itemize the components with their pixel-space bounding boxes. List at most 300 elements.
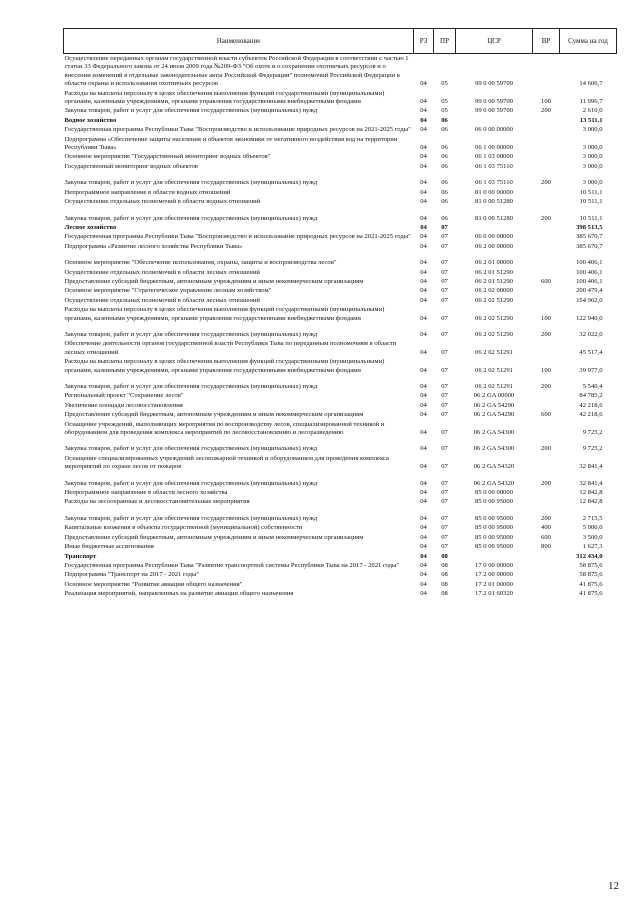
page-number: 12 — [608, 880, 619, 892]
table-row — [64, 232, 617, 241]
row-csr: 06 2 GA 00000 — [473, 392, 515, 400]
table-row — [64, 339, 617, 357]
row-csr — [456, 223, 533, 232]
budget-table — [63, 28, 617, 599]
row-pr: 07 — [441, 287, 448, 295]
row-vr: 200 — [541, 330, 551, 338]
table-row — [64, 497, 617, 506]
row-rz: 04 — [420, 107, 427, 115]
row-pr: 07 — [441, 277, 448, 285]
row-pr: 08 — [441, 561, 448, 569]
row-name: Осуществление отдельных полномочий в области водных отношений — [64, 198, 261, 206]
row-sum: 3 000,0 — [582, 126, 603, 134]
row-pr: 07 — [441, 259, 448, 267]
row-csr: 17 2 01 00000 — [475, 580, 513, 588]
row-csr: 06 2 01 51290 — [475, 277, 513, 285]
table-header-row — [64, 29, 617, 54]
table-row — [64, 54, 617, 89]
row-vr: 100 — [541, 366, 551, 374]
row-sum: 5 000,0 — [582, 524, 603, 532]
row-vr — [533, 286, 560, 295]
row-sum: 11 996,7 — [579, 98, 603, 106]
row-sum: 2 610,0 — [582, 107, 603, 115]
row-name: Закупка товаров, работ и услуг для обеспечения государственных (муниципальных) нужд — [64, 479, 318, 487]
row-vr — [533, 152, 560, 161]
row-sum: 3 000,0 — [582, 162, 603, 170]
row-sum: 42 218,6 — [579, 401, 603, 409]
row-sum: 3 500,0 — [582, 533, 603, 541]
row-vr: 400 — [541, 524, 551, 532]
row-csr — [456, 552, 533, 561]
row-sum: 5 540,4 — [582, 383, 603, 390]
row-sum: 10 511,1 — [579, 198, 603, 206]
row-name: Иные бюджетные ассигнования — [64, 543, 154, 551]
row-sum: 10 511,1 — [579, 214, 603, 222]
row-sum: 32 022,0 — [579, 330, 603, 338]
row-pr: 05 — [441, 80, 448, 88]
row-name: Закупка товаров, работ и услуг для обеспечения государственных (муниципальных) нужд — [64, 107, 318, 115]
row-pr: 07 — [441, 401, 448, 409]
row-vr: 100 — [541, 314, 551, 322]
row-csr: 99 0 00 59700 — [475, 80, 513, 88]
row-pr: 08 — [441, 580, 448, 588]
row-vr: 600 — [541, 277, 551, 285]
table-row — [64, 507, 617, 523]
table-row — [64, 437, 617, 453]
row-rz: 04 — [420, 401, 427, 409]
table-row — [64, 305, 617, 323]
row-sum: 58 875,6 — [579, 561, 603, 569]
row-rz: 04 — [420, 489, 427, 497]
row-rz: 04 — [420, 98, 427, 106]
table-row — [64, 89, 617, 107]
row-vr — [533, 296, 560, 305]
row-rz: 04 — [420, 268, 427, 276]
row-pr: 06 — [441, 214, 448, 222]
table-row — [64, 323, 617, 339]
row-pr: 06 — [441, 162, 448, 170]
row-vr — [533, 561, 560, 570]
table-row — [64, 268, 617, 277]
row-csr: 06 2 GA 54300 — [473, 445, 515, 453]
row-rz: 04 — [420, 223, 427, 231]
row-name: Непрограммное направление в области лесного хозяйства — [64, 489, 228, 497]
row-csr: 85 0 00 95000 — [475, 524, 513, 532]
row-vr — [533, 162, 560, 171]
row-vr: 600 — [541, 533, 551, 541]
row-pr: 06 — [441, 153, 448, 161]
table-row — [64, 454, 617, 472]
row-name: Расходы на выплаты персоналу в целях обеспечения выполнения функций государственными (муниципальными) органами, казенными учреждениями, органами управления государственными внебюджетными фондами — [64, 306, 385, 322]
row-sum: 3 000,0 — [582, 144, 603, 152]
row-vr — [533, 125, 560, 134]
row-vr — [533, 116, 560, 125]
row-sum: 84 785,2 — [579, 392, 603, 400]
row-vr: 200 — [541, 383, 551, 390]
row-rz: 04 — [420, 80, 427, 88]
row-sum: 10 511,1 — [579, 188, 603, 196]
row-pr: 07 — [441, 233, 448, 241]
row-rz: 04 — [420, 162, 427, 170]
row-sum: 12 842,8 — [579, 498, 603, 506]
row-pr: 07 — [441, 429, 448, 437]
row-csr: 06 2 02 51290 — [475, 296, 513, 304]
table-row — [64, 410, 617, 419]
row-rz: 04 — [420, 259, 427, 267]
row-sum: 100 406,1 — [576, 268, 603, 276]
row-name: Закупка товаров, работ и услуг для обеспечения государственных (муниципальных) нужд — [64, 514, 318, 522]
row-rz: 04 — [420, 188, 427, 196]
row-csr: 85 0 00 95000 — [475, 514, 513, 522]
row-pr: 07 — [441, 543, 448, 551]
row-name: Осуществление отдельных полномочий в области лесных отношений — [64, 268, 260, 276]
table-row — [64, 523, 617, 532]
row-rz: 04 — [420, 463, 427, 471]
row-rz: 04 — [420, 533, 427, 541]
table-row — [64, 472, 617, 488]
row-csr: 06 1 00 00000 — [475, 144, 513, 152]
row-csr: 06 1 03 75110 — [475, 179, 513, 187]
table-row — [64, 125, 617, 134]
row-csr: 06 1 03 75110 — [475, 162, 513, 170]
header-name: Наименование — [64, 29, 414, 54]
row-rz: 04 — [420, 314, 427, 322]
row-sum: 39 977,0 — [579, 366, 603, 374]
row-rz: 04 — [420, 383, 427, 390]
row-rz: 04 — [420, 590, 427, 598]
row-vr — [533, 552, 560, 561]
row-pr: 08 — [441, 590, 448, 598]
row-sum: 41 875,6 — [579, 590, 603, 598]
row-csr: 06 0 00 00000 — [475, 233, 513, 241]
table-row — [64, 135, 617, 153]
row-rz: 04 — [420, 524, 427, 532]
table-row — [64, 552, 617, 561]
table-row — [64, 188, 617, 197]
row-csr: 99 0 00 59700 — [475, 107, 513, 115]
row-csr: 17 0 00 00000 — [475, 561, 513, 569]
row-name: Подпрограмма «Развитие лесного хозяйства Республики Тыва» — [64, 242, 243, 250]
row-sum: 42 218,6 — [579, 411, 603, 419]
row-vr: 800 — [541, 543, 551, 551]
row-csr: 06 2 02 51291 — [475, 383, 513, 390]
document-page — [63, 28, 616, 599]
row-name: Закупка товаров, работ и услуг для обеспечения государственных (муниципальных) нужд — [64, 383, 318, 390]
row-sum: 385 670,7 — [576, 242, 603, 250]
row-csr: 99 0 00 59700 — [475, 98, 513, 106]
row-rz: 04 — [420, 179, 427, 187]
row-name: Закупка товаров, работ и услуг для обеспечения государственных (муниципальных) нужд — [64, 214, 318, 222]
row-vr — [533, 580, 560, 589]
row-vr — [533, 251, 560, 267]
row-name: Государственный мониторинг водных объектов — [64, 162, 198, 170]
row-csr: 85 0 00 95000 — [475, 533, 513, 541]
row-sum: 100 406,1 — [576, 277, 603, 285]
row-pr: 06 — [441, 126, 448, 134]
row-pr: 07 — [441, 366, 448, 374]
row-name: Государственная программа Республики Тыва "Воспроизводство и использование природных ресурсов на 2021-2025 годы" — [64, 233, 411, 241]
row-vr — [533, 497, 560, 506]
row-vr — [533, 197, 560, 206]
row-rz: 04 — [420, 277, 427, 285]
row-pr: 07 — [441, 383, 448, 390]
row-sum: 122 940,0 — [576, 314, 603, 322]
table-row — [64, 223, 617, 232]
table-row — [64, 488, 617, 497]
row-sum: 32 841,4 — [579, 463, 603, 471]
table-row — [64, 357, 617, 375]
row-name: Обеспечение деятельности органов государственной власти Республики Тыва по переданным полномочиям в области лесных отношений — [64, 340, 397, 356]
row-name: Увеличение площади лесовосстановления — [64, 401, 183, 409]
row-vr: 600 — [541, 411, 551, 419]
row-sum: 13 511,1 — [579, 116, 603, 124]
row-csr: 06 1 03 00000 — [475, 153, 513, 161]
row-rz: 04 — [420, 330, 427, 338]
row-name: Закупка товаров, работ и услуг для обеспечения государственных (муниципальных) нужд — [64, 330, 318, 338]
row-vr: 200 — [541, 445, 551, 453]
row-sum: 32 841,4 — [579, 479, 603, 487]
row-vr: 100 — [541, 98, 551, 106]
row-vr: 200 — [541, 179, 551, 187]
row-pr: 06 — [441, 144, 448, 152]
row-pr: 06 — [441, 198, 448, 206]
row-sum: 100 406,1 — [576, 259, 603, 267]
table-row — [64, 420, 617, 438]
table-row — [64, 152, 617, 161]
table-row — [64, 570, 617, 579]
row-sum: 398 513,5 — [576, 223, 603, 231]
row-name: Предоставление субсидий бюджетным, автономным учреждениям и иным некоммерческим организациям — [64, 411, 364, 419]
row-pr: 05 — [441, 107, 448, 115]
table-row — [64, 589, 617, 598]
row-name: Подпрограмма «Обеспечение защиты населения и объектов экономики от негативного воздействия вод на территории Республики Тыва» — [64, 135, 398, 152]
row-name: Расходы на лесоохранные и лесовосстановительные мероприятия — [64, 498, 250, 506]
row-name: Оснащение специализированных учреждений лесопожарной техникой и оборудованием для проведения комплекса мероприятий по охране лесов от пожаров — [64, 454, 389, 471]
row-csr: 06 2 02 51290 — [475, 330, 513, 338]
row-vr — [533, 232, 560, 241]
row-csr: 81 0 00 00000 — [475, 188, 513, 196]
table-row — [64, 296, 617, 305]
row-sum: 154 962,0 — [576, 296, 603, 304]
row-vr: 200 — [541, 214, 551, 222]
table-row — [64, 533, 617, 542]
row-rz: 04 — [420, 144, 427, 152]
row-sum: 2 715,5 — [582, 514, 603, 522]
row-vr — [533, 570, 560, 579]
row-sum: 3 000,0 — [582, 153, 603, 161]
row-name: Расходы на выплаты персоналу в целях обеспечения выполнения функций государственными (муниципальными) органами, казенными учреждениями, органами управления государственными внебюджетными фондами — [64, 89, 385, 106]
row-csr: 17 2 00 00000 — [475, 571, 513, 579]
row-vr — [533, 488, 560, 497]
row-vr — [533, 420, 560, 438]
row-rz: 04 — [420, 126, 427, 134]
row-csr: 06 2 02 00000 — [475, 287, 513, 295]
table-row — [64, 251, 617, 267]
row-sum: 312 434,0 — [576, 552, 603, 560]
row-pr: 07 — [441, 524, 448, 532]
row-name: Закупка товаров, работ и услуг для обеспечения государственных (муниципальных) нужд — [64, 179, 318, 187]
row-csr: 17 2 01 60320 — [475, 590, 513, 598]
table-row — [64, 207, 617, 223]
table-row — [64, 542, 617, 551]
row-rz: 04 — [420, 543, 427, 551]
row-rz: 04 — [420, 552, 427, 560]
row-pr: 07 — [441, 330, 448, 338]
row-vr: 200 — [541, 107, 551, 115]
row-name: Основное мероприятие "Развитие авиации общего назначения" — [64, 580, 243, 588]
row-pr: 06 — [441, 116, 448, 124]
table-row — [64, 391, 617, 400]
table-row — [64, 171, 617, 187]
row-name: Подпрограмма "Транспорт на 2017 - 2021 годы" — [64, 571, 200, 579]
row-csr — [456, 116, 533, 125]
row-name: Расходы на выплаты персоналу в целях обеспечения выполнения функций государственными (муниципальными) органами, казенными учреждениями, органами управления государственными внебюджетными фондами — [64, 358, 385, 374]
row-pr: 07 — [441, 533, 448, 541]
row-csr: 06 2 02 51291 — [475, 348, 513, 356]
row-sum: 1 627,3 — [582, 543, 603, 551]
row-rz: 04 — [420, 198, 427, 206]
row-sum: 385 670,7 — [576, 233, 603, 241]
row-rz: 04 — [420, 571, 427, 579]
row-rz: 04 — [420, 348, 427, 356]
row-name: Предоставление субсидий бюджетным, автономным учреждениям и иным некоммерческим организациям — [64, 533, 364, 541]
table-row — [64, 580, 617, 589]
row-pr: 08 — [441, 552, 448, 560]
row-name: Водное хозяйство — [64, 116, 117, 124]
row-pr: 07 — [441, 514, 448, 522]
table-row — [64, 106, 617, 115]
row-rz: 04 — [420, 445, 427, 453]
row-sum: 14 606,7 — [579, 80, 603, 88]
row-csr: 06 2 01 51290 — [475, 268, 513, 276]
row-sum: 3 000,0 — [582, 179, 603, 187]
row-rz: 04 — [420, 561, 427, 569]
row-csr: 06 2 GA 54300 — [473, 429, 515, 437]
row-pr: 07 — [441, 268, 448, 276]
row-rz: 04 — [420, 242, 427, 250]
header-vr: ВР — [533, 29, 560, 54]
row-name: Основное мероприятие "Государственный мониторинг водных объектов" — [64, 153, 271, 161]
row-name: Осуществление отдельных полномочий в области лесных отношений — [64, 296, 260, 304]
row-rz: 04 — [420, 233, 427, 241]
row-sum: 9 725,2 — [582, 429, 603, 437]
row-sum: 58 875,6 — [579, 571, 603, 579]
row-rz: 04 — [420, 214, 427, 222]
row-rz: 04 — [420, 514, 427, 522]
row-name: Реализация мероприятий, направленных на развитие авиации общего назначения — [64, 590, 294, 598]
header-pr: ПР — [434, 29, 456, 54]
row-csr: 81 0 00 51280 — [475, 198, 513, 206]
row-rz: 04 — [420, 366, 427, 374]
row-pr: 05 — [441, 98, 448, 106]
header-csr: ЦСР — [456, 29, 533, 54]
row-csr: 06 2 01 00000 — [475, 259, 513, 267]
table-row — [64, 286, 617, 295]
row-pr: 07 — [441, 411, 448, 419]
row-vr — [533, 589, 560, 598]
row-name: Основное мероприятие "Стратегическое управление лесным хозяйством" — [64, 287, 272, 295]
row-pr: 06 — [441, 179, 448, 187]
row-pr: 07 — [441, 242, 448, 250]
row-csr: 81 0 00 51280 — [475, 214, 513, 222]
row-name: Предоставление субсидий бюджетным, автономным учреждениям и иным некоммерческим организациям — [64, 277, 364, 285]
row-name: Государственная программа Республики Тыва "Воспроизводство и использование природных ресурсов на 2021-2025 годы" — [64, 126, 411, 134]
row-csr: 06 2 00 00000 — [475, 242, 513, 250]
row-rz: 04 — [420, 479, 427, 487]
row-csr: 06 2 02 51291 — [475, 366, 513, 374]
row-name: Транспорт — [64, 552, 97, 560]
row-name: Государственная программа Республики Тыва "Развитие транспортной системы Республики Тыва на 2017 - 2021 годы" — [64, 561, 400, 569]
row-rz: 04 — [420, 287, 427, 295]
row-name: Осуществление переданных органам государственной власти субъектов Российской Федерации в соответствии с частью 1 статьи 33 Федерального закона от 24 июля 2009 года №209-ФЗ "Об охоте и о сохранении охотничьих ресурсов и о внесении изменений в отдельные законодательные акты Российской Федерации" полномочий Российской Федерации в области охраны и использования охотничьих ресурсов — [64, 55, 409, 88]
row-csr: 06 2 GA 54320 — [473, 479, 515, 487]
row-csr: 85 0 00 95000 — [475, 543, 513, 551]
table-body — [64, 54, 617, 599]
row-pr: 06 — [441, 188, 448, 196]
row-sum: 200 479,4 — [576, 287, 603, 295]
header-sum: Сумма на год — [560, 29, 617, 54]
row-sum: 12 842,8 — [579, 489, 603, 497]
row-vr — [533, 268, 560, 277]
row-name: Основное мероприятие "Обеспечение использования, охраны, защиты и воспроизводства лесов" — [64, 259, 337, 267]
row-pr: 07 — [441, 463, 448, 471]
table-row — [64, 162, 617, 171]
row-name: Капитальные вложения в объекты государственной (муниципальной) собственности — [64, 524, 303, 532]
row-rz: 04 — [420, 392, 427, 400]
row-csr: 85 0 00 95000 — [475, 498, 513, 506]
row-rz: 04 — [420, 153, 427, 161]
table-row — [64, 242, 617, 251]
row-pr: 07 — [441, 392, 448, 400]
row-sum: 9 725,2 — [582, 445, 603, 453]
row-rz: 04 — [420, 580, 427, 588]
row-pr: 08 — [441, 571, 448, 579]
header-rz: РЗ — [414, 29, 434, 54]
table-row — [64, 561, 617, 570]
row-rz: 04 — [420, 498, 427, 506]
row-pr: 07 — [441, 489, 448, 497]
row-pr: 07 — [441, 479, 448, 487]
row-pr: 07 — [441, 296, 448, 304]
row-name: Региональный проект "Сохранение лесов" — [64, 392, 184, 400]
row-vr — [533, 401, 560, 410]
row-name: Оснащение учреждений, выполняющих мероприятия по воспроизводству лесов, специализированной техникой и оборудованием для проведения комплекса мероприятий по лесовосстановлению и лесоразведению — [64, 420, 385, 437]
row-vr: 200 — [541, 479, 551, 487]
row-vr — [533, 223, 560, 232]
row-pr: 07 — [441, 445, 448, 453]
row-csr: 06 2 GA 54290 — [473, 401, 515, 409]
row-csr: 06 2 GA 54320 — [473, 463, 515, 471]
table-row — [64, 116, 617, 125]
row-name: Лесное хозяйство — [64, 223, 117, 231]
row-vr — [533, 454, 560, 472]
row-rz: 04 — [420, 411, 427, 419]
row-csr: 06 2 GA 54290 — [473, 411, 515, 419]
row-name: Закупка товаров, работ и услуг для обеспечения государственных (муниципальных) нужд — [64, 445, 318, 453]
table-row — [64, 375, 617, 391]
row-vr — [533, 242, 560, 251]
row-pr: 07 — [441, 498, 448, 506]
row-vr — [533, 54, 560, 89]
row-vr — [533, 188, 560, 197]
row-vr — [533, 135, 560, 153]
row-csr: 85 0 00 00000 — [475, 489, 513, 497]
row-rz: 04 — [420, 429, 427, 437]
row-rz: 04 — [420, 116, 427, 124]
row-rz: 04 — [420, 296, 427, 304]
row-name: Непрограммное направление в области водных отношений — [64, 188, 231, 196]
row-pr: 07 — [441, 223, 448, 231]
